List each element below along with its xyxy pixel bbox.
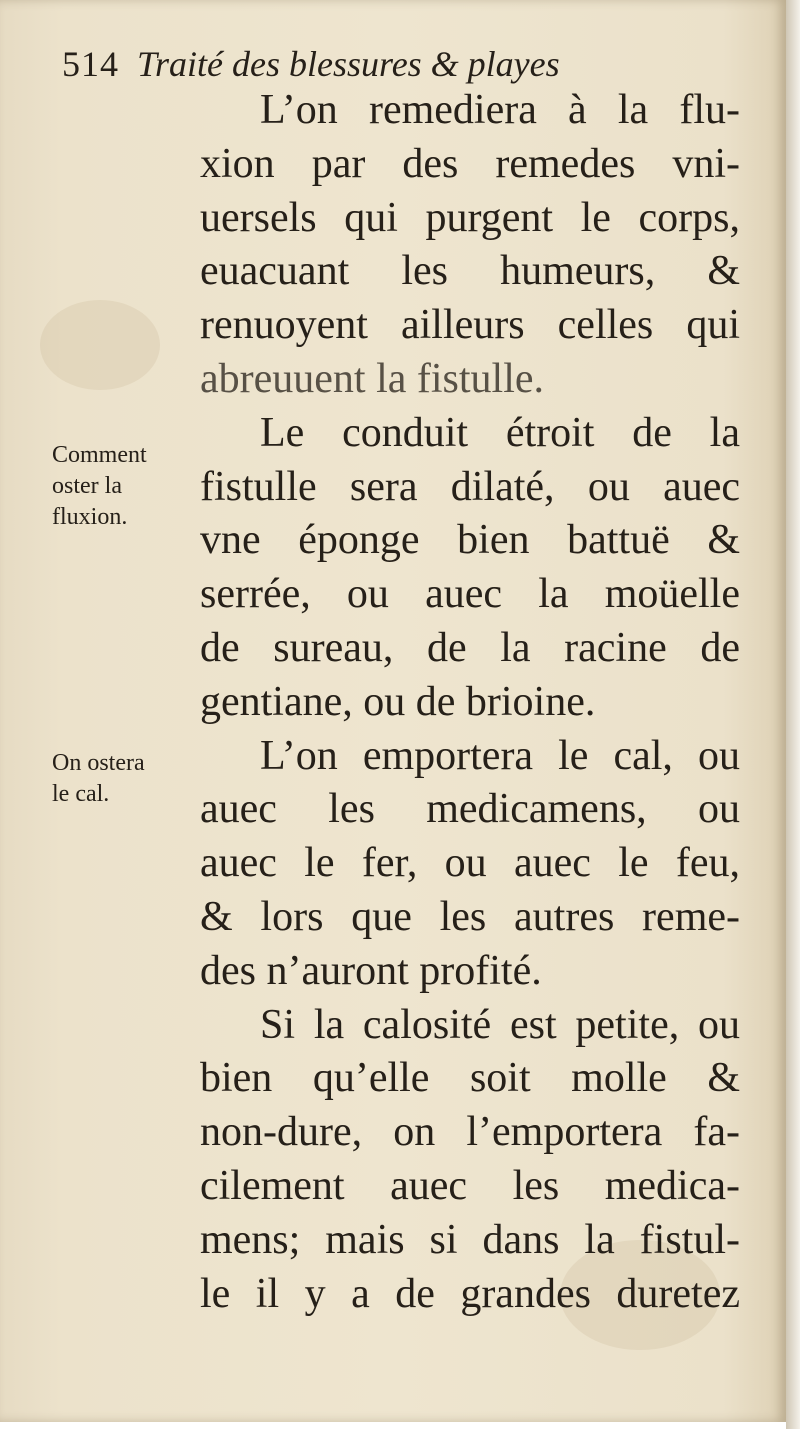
text-line: Si la calosité est petite, ou [260, 1001, 740, 1048]
page-number: 514 [62, 44, 119, 84]
text-line: vne éponge bien battuë & [200, 517, 740, 564]
text-line: bien qu’elle soit molle & [200, 1055, 740, 1102]
text-line: fistulle sera dilaté, ou auec [200, 463, 740, 510]
text-line: serrée, ou auec la moüelle [200, 571, 740, 618]
text-line: abreuuent la fistulle. [200, 355, 545, 402]
text-line: non-dure, on l’emportera fa- [200, 1109, 740, 1156]
text-line: Le conduit étroit de la [260, 409, 740, 456]
text-line: des n’auront profité. [200, 947, 542, 994]
margin-note-line: On ostera [52, 750, 145, 776]
margin-note-line: oster la [52, 473, 122, 499]
margin-note-line: le cal. [52, 781, 110, 807]
body-text [200, 84, 740, 1321]
text-line: & lors que les autres reme- [200, 893, 740, 940]
scan-edge [786, 0, 800, 1429]
text-line: de sureau, de la racine de [200, 624, 740, 671]
text-line: xion par des remedes vni- [200, 140, 740, 187]
margin-note-line: Comment [52, 442, 147, 468]
margin-note-cal [52, 748, 212, 810]
running-header [62, 38, 752, 90]
text-line: auec les medicamens, ou [200, 786, 740, 833]
text-line: L’on remediera à la flu- [260, 87, 740, 133]
text-line: cilement auec les medica- [200, 1162, 740, 1209]
text-line: renuoyent ailleurs celles qui [200, 302, 740, 349]
paper-stain [40, 300, 160, 390]
text-line: auec le fer, ou auec le feu, [200, 840, 740, 887]
text-line: uersels qui purgent le corps, [200, 194, 740, 241]
margin-note-line: fluxion. [52, 504, 128, 530]
margin-note-fluxion [52, 440, 212, 533]
text-line: mens; mais si dans la fistul- [200, 1216, 740, 1263]
text-line: L’on emportera le cal, ou [260, 732, 740, 779]
running-title: Traité des blessures & playes [137, 44, 560, 84]
text-line: gentiane, ou de brioine. [200, 678, 596, 725]
text-line: le il y a de grandes duretez [200, 1270, 740, 1317]
text-line: euacuant les humeurs, & [200, 248, 740, 295]
